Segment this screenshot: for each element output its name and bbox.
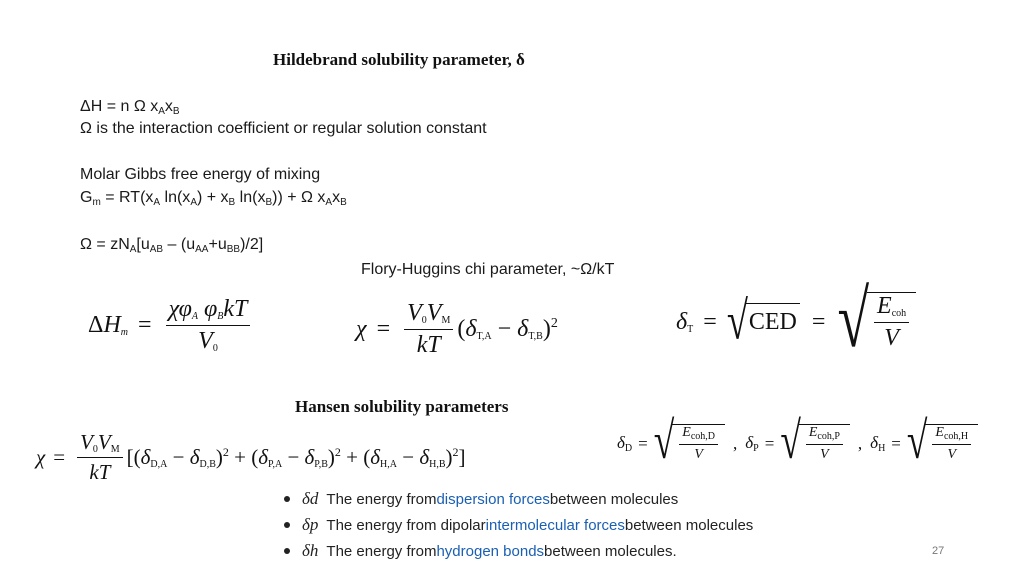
bullet-dot <box>284 496 290 502</box>
bullet-hydrogen <box>280 538 753 564</box>
bullet-dot <box>284 522 290 528</box>
symbol: δd <box>302 489 319 508</box>
bullet-list <box>280 486 753 564</box>
omega-equation: $\Omega = zN_A[u_{AB} - (u_{AA}+u_{BB})/2]$ <box>80 236 264 255</box>
gibbs-title: Molar Gibbs free energy of mixing <box>80 166 321 183</box>
intermolecular-forces-link[interactable]: intermolecular forces <box>485 516 625 534</box>
flory-huggins-label: Flory-Huggins chi parameter, ~Ω/kT <box>361 261 615 278</box>
bullet-dipolar <box>280 512 753 538</box>
bullet-text-post: between molecules <box>624 516 754 534</box>
delta-t-equation: $\delta_T$ = √ CED = √ $\frac{E_{coh}}{V}$ <box>676 292 916 352</box>
bullet-text-pre: The energy from <box>326 542 437 560</box>
symbol: δh <box>302 541 319 560</box>
bullet-text-pre: The energy from <box>326 490 437 508</box>
page-number: 27 <box>932 545 945 557</box>
bullet-dot <box>284 548 290 554</box>
dispersion-forces-link[interactable]: dispersion forces <box>436 490 550 508</box>
hydrogen-bonds-link[interactable]: hydrogen bonds <box>436 542 545 560</box>
hansen-delta-definitions: $\delta_D$ = √ $\frac{E_{coh,D}}{V}$ , $\delta_P$ = √ $\frac{E_{coh,P}}{V}$ , $\delta_H$ = √ $\frac{E_{coh,H}}{V}$ <box>617 424 978 463</box>
delta-h-line: ΔH = n Ω $x_Ax_B$ <box>80 98 180 117</box>
gibbs-equation: $G_m = RT(x_A$ $\ln(x_A) + x_B$ $\ln(x_B)) + \Omega$ $x_Ax_B$ <box>80 189 347 208</box>
omega-definition: Ω is the interaction coefficient or regular solution constant <box>80 120 487 137</box>
hansen-chi-equation: χ = $\frac{V_0V_M}{kT}$ $[(\delta_{D,A} - \delta_{D,B})^2 + (\delta_{P,A} - \delta_{P,B})^2 + (\delta_{H,A} - \delta_{H,B})^2]$ <box>36 430 466 484</box>
symbol: δp <box>302 515 319 534</box>
bullet-text-post: between molecules. <box>544 542 677 560</box>
delta-hm-equation: $\Delta H_m$ = $\frac{\chi\varphi_A \varphi_BkT}{V_0}$ <box>88 296 254 355</box>
bullet-text-pre: The energy from dipolar <box>326 516 486 534</box>
bullet-dispersion <box>280 486 753 512</box>
chi-equation: χ = $\frac{V_0V_M}{kT}$ $(\delta_{T,A} - \delta_{T,B})^2$ <box>356 300 558 358</box>
page-title: Hildebrand solubility parameter, δ <box>273 50 525 69</box>
bullet-text-post: between molecules <box>549 490 679 508</box>
hansen-title: Hansen solubility parameters <box>295 397 509 416</box>
